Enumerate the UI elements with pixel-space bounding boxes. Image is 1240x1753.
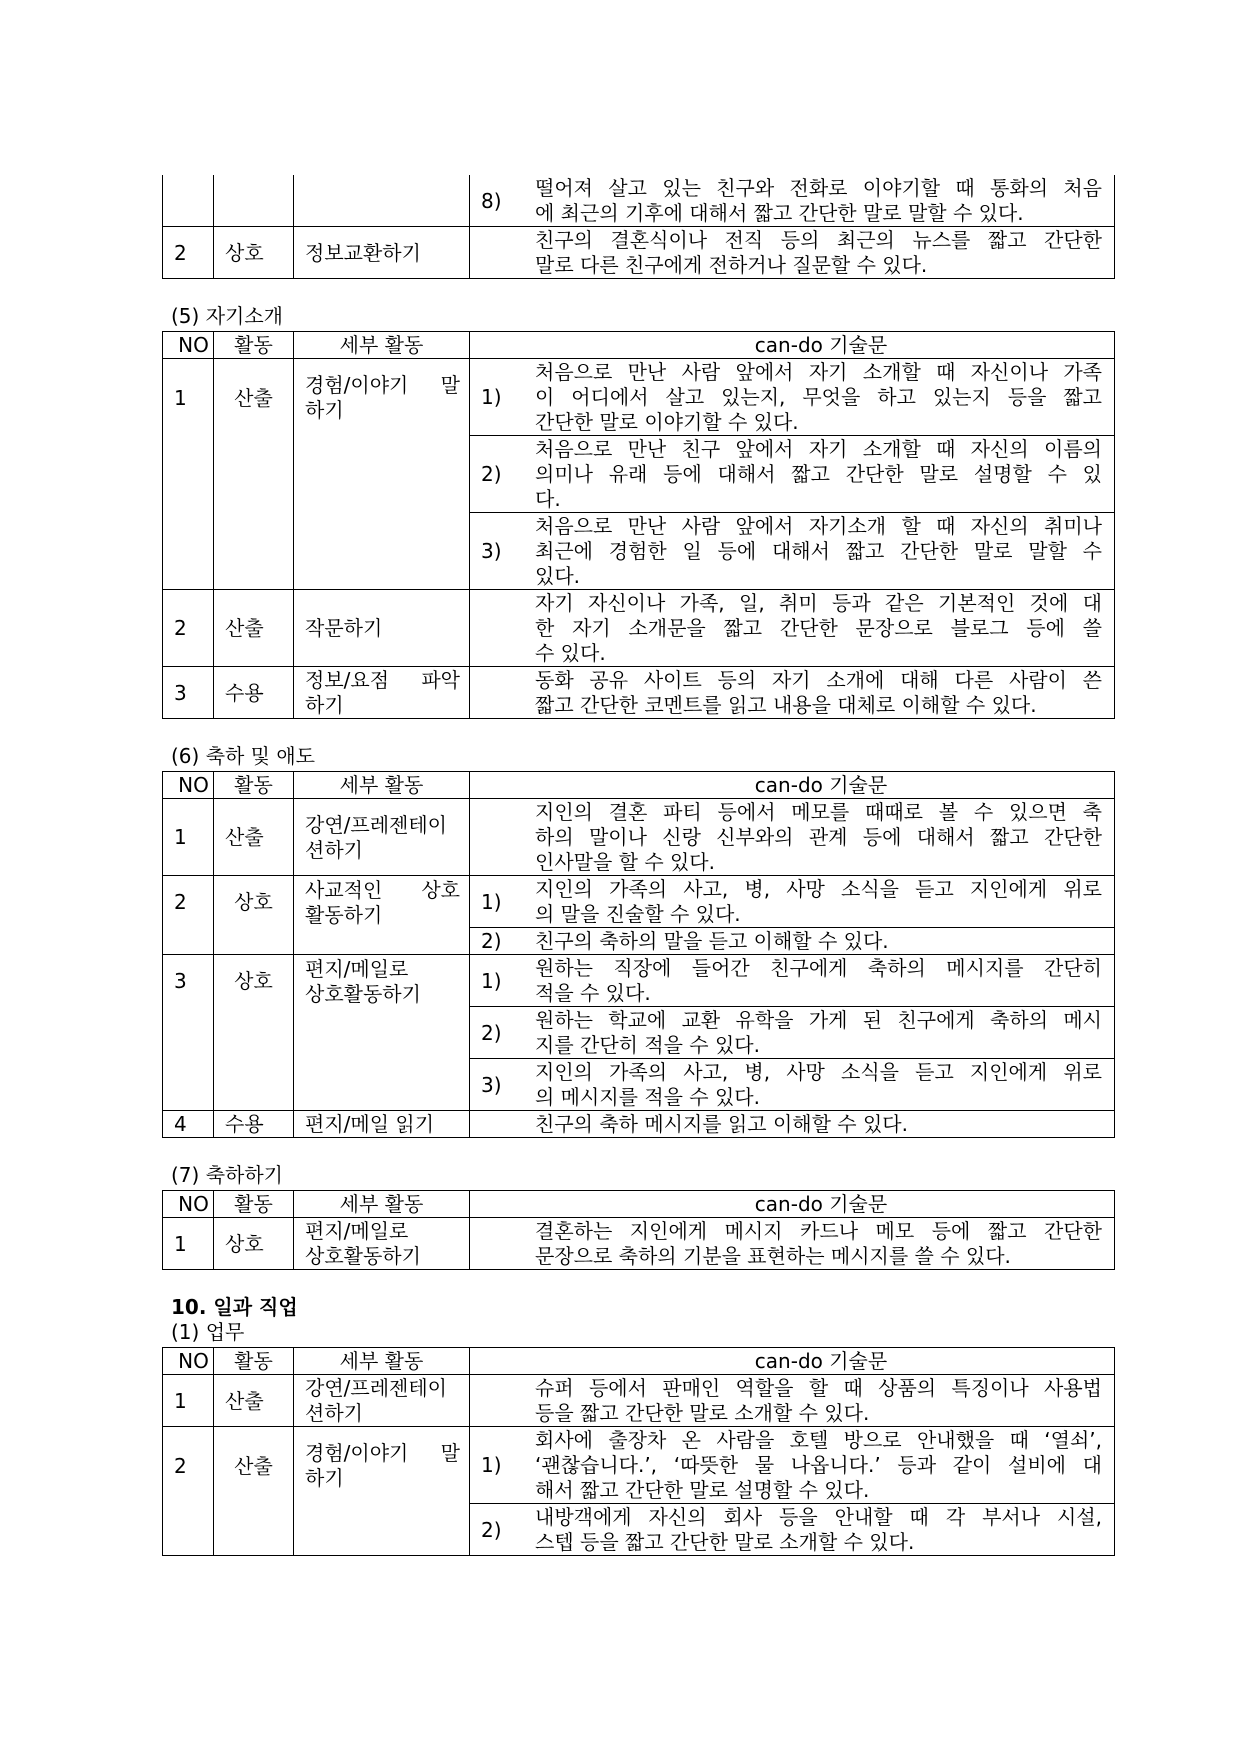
cell-cando-text [528, 1111, 1115, 1138]
cell-detail [294, 1218, 470, 1270]
section-gap [162, 1270, 1115, 1295]
header-no: NO [163, 1191, 214, 1218]
header-detail: 세부 활동 [294, 772, 470, 799]
header-activity: 활동 [214, 1191, 294, 1218]
cell-activity: 상호 [214, 955, 294, 1007]
cando-line: 지인의 결혼 파티 등에서 메모를 때때로 볼 수 있으면 축 [535, 800, 1102, 824]
table-row [163, 1111, 1115, 1138]
cell-activity [214, 175, 294, 227]
cell-detail [294, 1504, 470, 1556]
cell-item-number [470, 1111, 528, 1138]
cell-cando-text [528, 1375, 1115, 1427]
cell-item-number: 1) [470, 876, 528, 928]
table-header-row [163, 1191, 1115, 1218]
table-body [163, 1348, 1115, 1556]
cell-cando-text [528, 1427, 1115, 1504]
header-detail: 세부 활동 [294, 1348, 470, 1375]
cell-no: 2 [163, 590, 214, 667]
detail-line: 하기 [305, 693, 344, 717]
table-body [163, 772, 1115, 1138]
cell-no: 2 [163, 227, 214, 279]
cando-line: 있다. [535, 564, 580, 588]
table-row [163, 955, 1115, 1007]
cell-activity [214, 1059, 294, 1111]
cando-line: 최근에 경험한 일 등에 대해서 짧고 간단한 말로 말할 수 [535, 539, 1102, 563]
header-no: NO [163, 332, 214, 359]
cando-line: 처음으로 만난 사람 앞에서 자기소개 할 때 자신의 취미나 [535, 514, 1102, 538]
table-row [163, 590, 1115, 667]
cell-detail [294, 955, 470, 1007]
cell-no [163, 513, 214, 590]
table-row [163, 175, 1115, 227]
cell-activity: 산출 [214, 590, 294, 667]
cando-line: 처음으로 만난 사람 앞에서 자기 소개할 때 자신이나 가족 [535, 360, 1102, 384]
cell-activity: 산출 [214, 799, 294, 876]
cell-activity: 상호 [214, 227, 294, 279]
cell-item-number: 3) [470, 1059, 528, 1111]
cell-cando-text [528, 359, 1115, 436]
table-body [163, 332, 1115, 719]
table-body [163, 1191, 1115, 1270]
table-body [163, 175, 1115, 279]
cell-no [163, 436, 214, 513]
cell-cando-text [528, 799, 1115, 876]
cell-item-number [470, 590, 528, 667]
cell-detail [294, 928, 470, 955]
cell-cando-text [528, 1059, 1115, 1111]
cando-line: 의미나 유래 등에 대해서 짧고 간단한 말로 설명할 수 있 [535, 462, 1102, 486]
detail-line: 상호활동하기 [305, 1244, 421, 1268]
header-detail: 세부 활동 [294, 332, 470, 359]
detail-line: 활동하기 [305, 902, 383, 927]
section-heading: (1) 업무 [171, 1320, 245, 1344]
header-cando: can-do 기술문 [528, 772, 1115, 799]
cell-cando-text [528, 1007, 1115, 1059]
cell-item-number: 2) [470, 928, 528, 955]
cell-detail [294, 1427, 470, 1504]
detail-line: 사교적인 상호 [305, 877, 460, 902]
cell-activity: 산출 [214, 1375, 294, 1427]
cell-cando-text [528, 175, 1115, 227]
cell-item-number [470, 1218, 528, 1270]
cell-no [163, 928, 214, 955]
cell-item-number [470, 799, 528, 876]
cell-item-number: 2) [470, 1504, 528, 1556]
cell-item-number: 1) [470, 1427, 528, 1504]
cell-detail [294, 590, 470, 667]
cell-detail [294, 1111, 470, 1138]
cando-line: 의 말을 진술할 수 있다. [535, 902, 741, 926]
detail-line: 경험/이야기 말 [305, 1441, 460, 1465]
table-row [163, 799, 1115, 876]
section-heading: (7) 축하하기 [171, 1163, 283, 1187]
section-heading: (5) 자기소개 [171, 304, 283, 328]
header-activity: 활동 [214, 772, 294, 799]
cell-item-number [470, 227, 528, 279]
cando-line: 스텝 등을 짧고 간단한 말로 소개할 수 있다. [535, 1530, 915, 1554]
cell-detail [294, 436, 470, 513]
cell-no [163, 1504, 214, 1556]
cell-item-number: 3) [470, 513, 528, 590]
cell-detail [294, 667, 470, 719]
table-subrow [163, 436, 1115, 513]
cell-no: 1 [163, 359, 214, 436]
cell-activity: 산출 [214, 359, 294, 436]
header-number-spacer [470, 332, 528, 359]
cando-line: 하의 말이나 신랑 신부와의 관계 등에 대해서 짧고 간단한 [535, 825, 1102, 849]
section-heading: (6) 축하 및 애도 [171, 744, 316, 768]
cell-activity: 수용 [214, 667, 294, 719]
detail-line: 작문하기 [305, 616, 383, 640]
table-row [163, 667, 1115, 719]
cell-no: 1 [163, 1218, 214, 1270]
cando-line: 말로 다른 친구에게 전하거나 질문할 수 있다. [535, 253, 928, 277]
cando-line: 지인의 가족의 사고, 병, 사망 소식을 듣고 지인에게 위로 [535, 877, 1102, 901]
cando-line: 동화 공유 사이트 등의 자기 소개에 대해 다른 사람이 쓴 [535, 668, 1102, 692]
header-number-spacer [470, 1348, 528, 1375]
table-subrow [163, 1007, 1115, 1059]
cell-detail [294, 227, 470, 279]
cell-cando-text [528, 667, 1115, 719]
cando-table [162, 1347, 1115, 1556]
detail-line: 편지/메일 읽기 [305, 1112, 435, 1136]
detail-line: 정보교환하기 [305, 240, 421, 265]
cell-activity: 상호 [214, 1218, 294, 1270]
detail-line: 편지/메일로 [305, 956, 409, 981]
cando-line: 친구의 축하의 말을 듣고 이해할 수 있다. [535, 929, 889, 953]
header-detail: 세부 활동 [294, 1191, 470, 1218]
cell-cando-text [528, 955, 1115, 1007]
cando-table [162, 331, 1115, 719]
cando-line: 지인의 가족의 사고, 병, 사망 소식을 듣고 지인에게 위로 [535, 1060, 1102, 1084]
table-row [163, 359, 1115, 436]
header-activity: 활동 [214, 1348, 294, 1375]
cell-cando-text [528, 227, 1115, 279]
cando-line: 친구의 축하 메시지를 읽고 이해할 수 있다. [535, 1112, 908, 1136]
cando-line: 등을 짧고 간단한 말로 소개할 수 있다. [535, 1401, 870, 1425]
cell-cando-text [528, 590, 1115, 667]
cell-activity: 수용 [214, 1111, 294, 1138]
cando-line: 떨어져 살고 있는 친구와 전화로 이야기할 때 통화의 처음 [535, 176, 1102, 200]
cando-line: 다. [535, 487, 561, 511]
cando-line: 문장으로 축하의 기분을 표현하는 메시지를 쓸 수 있다. [535, 1244, 1011, 1268]
table-row [163, 227, 1115, 279]
cell-no: 3 [163, 667, 214, 719]
cell-detail [294, 1007, 470, 1059]
table-row [163, 1218, 1115, 1270]
detail-line: 정보/요점 파악 [305, 668, 460, 692]
detail-line: 경험/이야기 말 [305, 373, 460, 397]
cell-cando-text [528, 436, 1115, 513]
table-subrow [163, 1504, 1115, 1556]
cando-line: 적을 수 있다. [535, 981, 651, 1005]
cando-line: 내방객에게 자신의 회사 등을 안내할 때 각 부서나 시설, [535, 1505, 1102, 1529]
cell-activity: 상호 [214, 876, 294, 928]
cando-line: 간단한 말로 이야기할 수 있다. [535, 410, 799, 434]
cando-line: 수 있다. [535, 641, 606, 665]
cando-line: 지를 간단히 적을 수 있다. [535, 1033, 760, 1057]
cando-line: 슈퍼 등에서 판매인 역할을 할 때 상품의 특징이나 사용법 [535, 1376, 1102, 1400]
cell-detail [294, 175, 470, 227]
cell-cando-text [528, 513, 1115, 590]
cell-no: 1 [163, 799, 214, 876]
table-header-row [163, 772, 1115, 799]
table-row [163, 876, 1115, 928]
document-content [162, 175, 1115, 1556]
header-cando: can-do 기술문 [528, 332, 1115, 359]
table-subrow [163, 1059, 1115, 1111]
cando-line: 결혼하는 지인에게 메시지 카드나 메모 등에 짧고 간단한 [535, 1219, 1102, 1243]
cell-no: 3 [163, 955, 214, 1007]
chapter-heading: 10. 일과 직업 [171, 1295, 298, 1319]
detail-line: 강연/프레젠테이 [305, 1376, 447, 1400]
cando-line: 처음으로 만난 친구 앞에서 자기 소개할 때 자신의 이름의 [535, 437, 1102, 461]
cell-cando-text [528, 876, 1115, 928]
cell-activity [214, 1007, 294, 1059]
table-subrow [163, 928, 1115, 955]
cell-cando-text [528, 1218, 1115, 1270]
cell-item-number: 2) [470, 436, 528, 513]
table-header-row [163, 1348, 1115, 1375]
cando-line: 에 최근의 기후에 대해서 짧고 간단한 말로 말할 수 있다. [535, 201, 1024, 225]
table-row [163, 1427, 1115, 1504]
header-number-spacer [470, 772, 528, 799]
cell-no: 4 [163, 1111, 214, 1138]
detail-line: 하기 [305, 398, 344, 422]
cando-line: 친구의 결혼식이나 전직 등의 최근의 뉴스를 짧고 간단한 [535, 228, 1102, 252]
cell-no: 2 [163, 876, 214, 928]
cell-detail [294, 1375, 470, 1427]
header-activity: 활동 [214, 332, 294, 359]
cell-no: 2 [163, 1427, 214, 1504]
detail-line: 션하기 [305, 1401, 363, 1425]
section-gap [162, 719, 1115, 744]
table-subrow [163, 513, 1115, 590]
cell-detail [294, 1059, 470, 1111]
cell-item-number: 2) [470, 1007, 528, 1059]
cell-detail [294, 359, 470, 436]
header-no: NO [163, 1348, 214, 1375]
header-number-spacer [470, 1191, 528, 1218]
cando-table [162, 771, 1115, 1138]
cell-no [163, 175, 214, 227]
cell-item-number: 1) [470, 359, 528, 436]
cell-detail [294, 513, 470, 590]
cell-item-number: 8) [470, 175, 528, 227]
cando-line: 회사에 출장차 온 사람을 호텔 방으로 안내했을 때 ‘열쇠’, [535, 1428, 1102, 1452]
cell-activity [214, 513, 294, 590]
detail-line: 상호활동하기 [305, 981, 421, 1006]
cando-line: ‘괜찮습니다.’, ‘따뜻한 물 나옵니다.’ 등과 같이 설비에 대 [535, 1453, 1102, 1477]
table-header-row [163, 332, 1115, 359]
cell-activity [214, 928, 294, 955]
cando-line: 원하는 직장에 들어간 친구에게 축하의 메시지를 간단히 [535, 956, 1102, 980]
section-gap [162, 279, 1115, 304]
cell-no [163, 1007, 214, 1059]
cell-cando-text [528, 928, 1115, 955]
header-cando: can-do 기술문 [528, 1348, 1115, 1375]
cell-no [163, 1059, 214, 1111]
cando-line: 한 자기 소개문을 짧고 간단한 문장으로 블로그 등에 쓸 [535, 616, 1102, 640]
cando-line: 자기 자신이나 가족, 일, 취미 등과 같은 기본적인 것에 대 [535, 591, 1102, 615]
cando-line: 인사말을 할 수 있다. [535, 850, 715, 874]
cell-activity [214, 1504, 294, 1556]
cell-no: 1 [163, 1375, 214, 1427]
detail-line: 강연/프레젠테이 [305, 812, 447, 837]
cell-item-number [470, 1375, 528, 1427]
cando-line: 의 메시지를 적을 수 있다. [535, 1085, 760, 1109]
section-gap [162, 1138, 1115, 1163]
cando-table [162, 175, 1115, 279]
cell-detail [294, 876, 470, 928]
detail-line: 하기 [305, 1466, 344, 1490]
cell-cando-text [528, 1504, 1115, 1556]
cell-activity: 산출 [214, 1427, 294, 1504]
header-no: NO [163, 772, 214, 799]
cando-line: 이 어디에서 살고 있는지, 무엇을 하고 있는지 등을 짧고 [535, 385, 1102, 409]
cando-table [162, 1190, 1115, 1270]
detail-line: 션하기 [305, 837, 363, 862]
cando-line: 짧고 간단한 코멘트를 읽고 내용을 대체로 이해할 수 있다. [535, 693, 1037, 717]
table-row [163, 1375, 1115, 1427]
cando-line: 원하는 학교에 교환 유학을 가게 된 친구에게 축하의 메시 [535, 1008, 1102, 1032]
cell-item-number: 1) [470, 955, 528, 1007]
cell-activity [214, 436, 294, 513]
header-cando: can-do 기술문 [528, 1191, 1115, 1218]
detail-line: 편지/메일로 [305, 1219, 409, 1243]
cell-detail [294, 799, 470, 876]
cell-item-number [470, 667, 528, 719]
cando-line: 해서 짧고 간단한 말로 설명할 수 있다. [535, 1478, 870, 1502]
